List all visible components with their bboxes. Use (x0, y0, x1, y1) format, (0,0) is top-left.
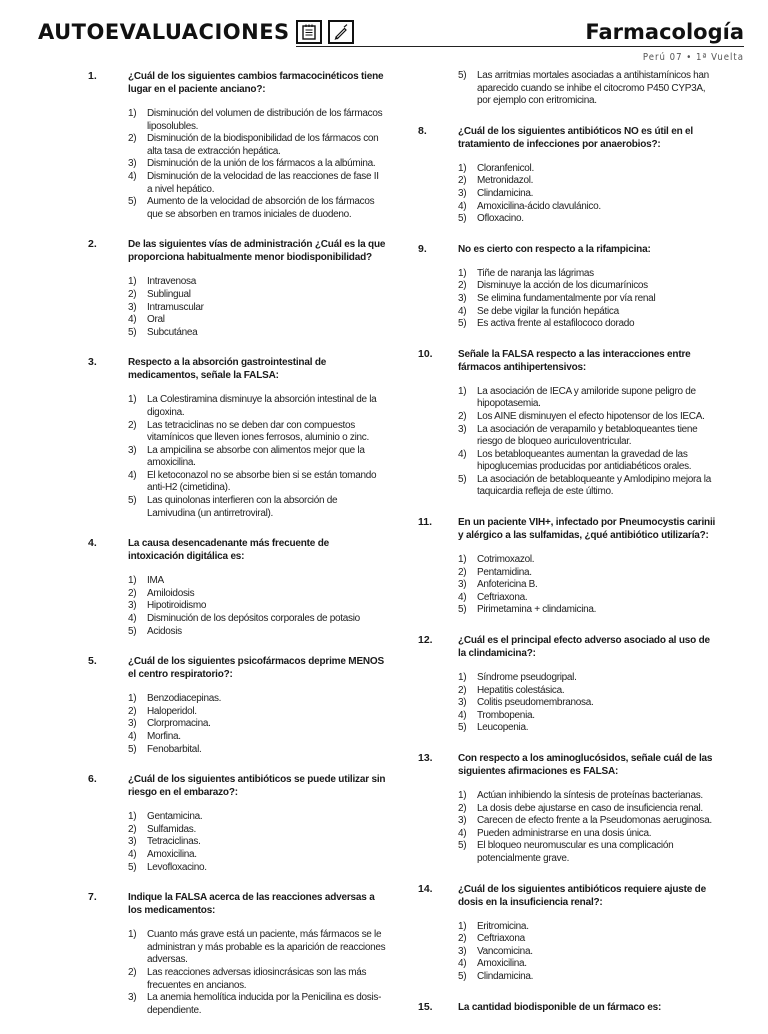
option-number: 3) (128, 444, 137, 456)
option-text: Metronidazol. (477, 175, 534, 187)
option-number: 4) (458, 709, 467, 721)
answer-option (458, 268, 716, 281)
answer-option (458, 554, 716, 567)
option-text: Levofloxacino. (147, 861, 207, 873)
option-text: Las tetraciclinas no se deben dar con compuestos vitamínicos que lleven iones ferrosos, aluminio o zinc. (147, 419, 369, 444)
option-text: Disminución de la biodisponibilidad de los fármacos con alta tasa de extracción hepática. (147, 133, 379, 157)
answer-option (128, 445, 386, 470)
answer-option (458, 946, 716, 959)
option-text: Oral (147, 314, 165, 326)
answer-option (458, 840, 716, 865)
option-text: Cuanto más grave está un paciente, más fármacos se le administran y más probable es la aparición de reacciones adversas. (147, 929, 386, 966)
answer-option (458, 933, 716, 946)
option-text: Amoxicilina-ácido clavulánico. (477, 200, 601, 212)
option-text: Disminución de la unión de los fármacos a la albúmina. (147, 158, 376, 170)
option-text: Ceftriaxona. (477, 591, 528, 603)
answer-option (458, 722, 716, 735)
question-text: La causa desencadenante más frecuente de intoxicación digitálica es: (128, 538, 329, 563)
option-text: Eritromicina. (477, 920, 529, 932)
question (88, 238, 386, 339)
question-number: 11. (418, 516, 433, 529)
option-text: Hepatitis colestásica. (477, 684, 565, 696)
option-number: 5) (128, 625, 137, 637)
answer-option (458, 474, 716, 499)
option-number: 3) (458, 697, 467, 709)
question (418, 883, 716, 984)
option-number: 1) (128, 276, 137, 288)
question-body (128, 537, 386, 638)
option-text: Disminuye la acción de los dicumarínicos (477, 280, 648, 292)
option-text: Las quinolonas interfieren con la absorción de Lamivudina (un antirretroviral). (147, 495, 338, 519)
answer-option (458, 697, 716, 710)
question (88, 655, 386, 756)
question (418, 634, 716, 735)
answer-option (128, 575, 386, 588)
option-text: Amiloidosis (147, 587, 195, 599)
question-body (128, 356, 386, 520)
option-number: 1) (128, 394, 137, 406)
answer-option (128, 744, 386, 757)
option-number: 5) (458, 840, 467, 852)
option-number: 3) (458, 579, 467, 591)
option-number: 3) (128, 158, 137, 170)
option-text: Las arritmias mortales asociadas a antihistamínicos han aparecido cuando se inhibe el citocromo P450 CYP3A, por ejemplo con eritromicina. (477, 70, 709, 107)
question-number: 4. (88, 537, 97, 550)
question (88, 356, 386, 520)
option-text: Gentamicina. (147, 811, 203, 823)
option-number: 4) (458, 958, 467, 970)
answer-option (128, 600, 386, 613)
answer-option (458, 685, 716, 698)
answer-option (128, 836, 386, 849)
answer-option (458, 828, 716, 841)
answer-option (128, 158, 386, 171)
option-text: Hipotiroidismo (147, 600, 207, 612)
option-number: 3) (128, 718, 137, 730)
question-text: Indique la FALSA acerca de las reacciones adversas a los medicamentos: (128, 892, 375, 917)
option-number: 1) (128, 108, 137, 119)
answer-option (458, 672, 716, 685)
option-number: 3) (458, 423, 467, 435)
answer-option (128, 693, 386, 706)
answer-option (128, 613, 386, 626)
option-number: 5) (128, 743, 137, 755)
option-number: 2) (128, 823, 137, 835)
option-number: 3) (458, 945, 467, 957)
option-text: Es activa frente al estafilococo dorado (477, 318, 635, 330)
option-number: 4) (128, 613, 137, 625)
option-number: 4) (458, 827, 467, 839)
option-number: 2) (458, 933, 467, 945)
answer-option (458, 411, 716, 424)
option-text: Intravenosa (147, 276, 196, 288)
question (88, 537, 386, 638)
answer-option (128, 276, 386, 289)
option-number: 1) (128, 811, 137, 823)
answer-option (458, 213, 716, 226)
question-body (458, 348, 716, 499)
option-text: Disminución de los depósitos corporales de potasio (147, 613, 360, 625)
question-number: 10. (418, 347, 433, 360)
question-body (458, 243, 716, 331)
option-text: Se elimina fundamentalmente por vía renal (477, 292, 656, 304)
option-number: 1) (458, 554, 467, 566)
option-text: Los AINE disminuyen el efecto hipotensor de los IECA. (477, 410, 705, 422)
option-number: 4) (128, 170, 137, 182)
option-number: 1) (458, 267, 467, 279)
option-number: 2) (458, 684, 467, 696)
answer-option (458, 971, 716, 984)
option-number: 2) (128, 587, 137, 599)
question (418, 752, 716, 866)
option-text: La dosis debe ajustarse en caso de insuficiencia renal. (477, 802, 703, 814)
option-number: 4) (128, 848, 137, 860)
answer-option (128, 824, 386, 837)
header-info: Perú 07 • 1ª Vuelta (642, 52, 744, 63)
answer-option (458, 803, 716, 816)
option-number: 3) (458, 815, 467, 827)
answer-option (128, 289, 386, 302)
answer-option (458, 306, 716, 319)
option-number: 1) (458, 790, 467, 801)
option-number: 5) (128, 196, 137, 208)
answer-option (458, 386, 716, 411)
question-number: 8. (418, 124, 427, 137)
option-number: 5) (458, 213, 467, 225)
option-number: 5) (458, 70, 467, 81)
answer-option (458, 318, 716, 331)
option-text: Se debe vigilar la función hepática (477, 305, 619, 317)
option-text: Tiñe de naranja las lágrimas (477, 267, 594, 279)
question-text: En un paciente VIH+, infectado por Pneumocystis carinii y alérgico a las sulfamidas, ¿qué antibiótico utilizaría?: (458, 517, 716, 542)
option-text: Disminución del volumen de distribución de los fármacos liposolubles. (147, 108, 383, 132)
option-number: 2) (128, 133, 137, 145)
option-text: Aumento de la velocidad de absorción de los fármacos que se absorben en tramos iniciales de duodeno. (147, 196, 375, 220)
answer-option (458, 710, 716, 723)
question-number: 13. (418, 752, 433, 764)
question-body (128, 238, 386, 339)
answer-option (128, 588, 386, 601)
header-left (38, 20, 354, 44)
question (418, 348, 716, 499)
question-text: ¿Cuál de los siguientes antibióticos NO es útil en el tratamiento de infecciones por anaerobios?: (458, 125, 694, 150)
question-body (128, 655, 386, 756)
answer-option (458, 175, 716, 188)
question (88, 773, 386, 874)
answer-option (128, 171, 386, 196)
option-text: Trombopenia. (477, 709, 535, 721)
answer-option (128, 706, 386, 719)
option-text: Los betabloqueantes aumentan la gravedad de las hipoglucemias producidas por antidiabéticos orales. (477, 448, 692, 473)
answer-option (128, 731, 386, 744)
question-number: 3. (88, 356, 97, 369)
header-subject: Farmacología (585, 20, 744, 44)
answer-option (458, 790, 716, 803)
option-text: Tetraciclinas. (147, 836, 201, 848)
header-rule (296, 46, 744, 47)
answer-option (128, 967, 386, 992)
option-number: 2) (128, 288, 137, 300)
option-number: 4) (458, 200, 467, 212)
question-text: Con respecto a los aminoglucósidos, señale cuál de las siguientes afirmaciones es FALSA: (458, 753, 713, 777)
question-number: 5. (88, 655, 97, 668)
answer-option (128, 314, 386, 327)
answer-option (458, 958, 716, 971)
option-number: 4) (128, 469, 137, 481)
answer-option (128, 718, 386, 731)
option-number: 2) (458, 175, 467, 187)
question-text: ¿Cuál de los siguientes psicofármacos deprime MENOS el centro respiratorio?: (128, 656, 384, 681)
question-number: 15. (418, 1000, 433, 1013)
option-text: Ofloxacino. (477, 213, 524, 225)
question (418, 1001, 716, 1014)
option-text: Vancomicina. (477, 945, 533, 957)
question-body (458, 516, 716, 617)
question-text: ¿Cuál de los siguientes antibióticos requiere ajuste de dosis en la insuficiencia renal?: (458, 883, 706, 908)
answer-option (128, 196, 386, 221)
option-text: Anfotericina B. (477, 579, 538, 591)
option-text: La asociación de verapamilo y betabloqueantes tiene riesgo de bloqueo auriculoventricular. (477, 423, 698, 448)
option-text: Actúan inhibiendo la síntesis de proteínas bacterianas. (477, 790, 703, 801)
question-number: 9. (418, 242, 427, 255)
answer-option (458, 424, 716, 449)
answer-option (128, 108, 386, 133)
question-text: De las siguientes vías de administración ¿Cuál es la que proporciona habitualmente menor biodisponibilidad? (128, 239, 386, 264)
answer-option (128, 862, 386, 875)
answer-option (128, 811, 386, 824)
option-number: 5) (458, 722, 467, 734)
option-number: 1) (128, 575, 137, 587)
option-text: Amoxicilina. (477, 958, 527, 970)
option-text: Clorpromacina. (147, 718, 211, 730)
option-text: Amoxicilina. (147, 848, 197, 860)
option-number: 2) (128, 966, 137, 978)
question-text: ¿Cuál de los siguientes cambios farmacocinéticos tiene lugar en el paciente anciano?: (128, 71, 384, 95)
option-text: Pirimetamina + clindamicina. (477, 604, 597, 616)
option-text: Ceftriaxona (477, 933, 525, 945)
question-body (128, 891, 386, 1017)
option-number: 1) (128, 929, 137, 941)
question-number: 1. (88, 70, 97, 82)
option-number: 5) (458, 318, 467, 330)
question (418, 516, 716, 617)
question-text: No es cierto con respecto a la rifampicina: (458, 243, 651, 255)
option-text: Cotrimoxazol. (477, 554, 535, 566)
option-text: Pueden administrarse en una dosis única. (477, 827, 652, 839)
option-text: Intramuscular (147, 301, 204, 313)
answer-option (458, 163, 716, 176)
option-number: 2) (128, 705, 137, 717)
option-number: 1) (458, 920, 467, 932)
answer-option (128, 327, 386, 340)
option-number: 5) (128, 861, 137, 873)
option-number: 2) (128, 419, 137, 431)
question (418, 243, 716, 331)
option-text: Clindamicina. (477, 187, 534, 199)
answer-option (128, 420, 386, 445)
left-column (88, 70, 386, 1034)
question-text: ¿Cuál es el principal efecto adverso asociado al uso de la clindamicina?: (458, 635, 710, 660)
option-number: 3) (128, 836, 137, 848)
pencil-icon (328, 20, 354, 44)
option-text: La ampicilina se absorbe con alimentos mejor que la amoxicilina. (147, 444, 365, 469)
answer-option (458, 188, 716, 201)
right-column (418, 70, 716, 1031)
option-number: 3) (458, 187, 467, 199)
option-text: Fenobarbital. (147, 743, 202, 755)
answer-option (128, 302, 386, 315)
question-body (458, 125, 716, 226)
question-body (458, 634, 716, 735)
option-text: El ketoconazol no se absorbe bien si se están tomando anti-H2 (cimetidina). (147, 469, 377, 494)
option-number: 3) (128, 992, 137, 1004)
question-body (128, 70, 386, 221)
option-text: Carecen de efecto frente a la Pseudomonas aeruginosa. (477, 815, 712, 827)
option-number: 2) (458, 410, 467, 422)
question-number: 6. (88, 773, 97, 786)
answer-option (458, 567, 716, 580)
option-text: El bloqueo neuromuscular es una complicación potencialmente grave. (477, 840, 674, 864)
question-body (128, 773, 386, 874)
question-body (458, 752, 716, 866)
option-number: 5) (128, 495, 137, 507)
question-number: 12. (418, 634, 433, 647)
option-number: 1) (458, 162, 467, 174)
option-number: 5) (458, 970, 467, 982)
option-number: 4) (458, 305, 467, 317)
option-number: 2) (458, 280, 467, 292)
option-number: 4) (458, 591, 467, 603)
question-number: 7. (88, 891, 97, 904)
answer-option (128, 626, 386, 639)
option-number: 2) (458, 802, 467, 814)
option-text: Leucopenia. (477, 722, 529, 734)
answer-option (128, 992, 386, 1017)
option-text: La asociación de betabloqueante y Amlodipino mejora la taquicardia refleja de este último. (477, 473, 711, 498)
question-text: ¿Cuál de los siguientes antibióticos se puede utilizar sin riesgo en el embarazo?: (128, 774, 386, 799)
answer-option (128, 849, 386, 862)
continued-options (458, 70, 716, 108)
question (88, 70, 386, 221)
option-text: Pentamidina. (477, 566, 532, 578)
answer-option (458, 604, 716, 617)
question (88, 891, 386, 1017)
answer-option (458, 280, 716, 293)
option-text: La anemia hemolítica inducida por la Penicilina es dosis-dependiente. (147, 992, 382, 1016)
question-body (458, 1001, 716, 1014)
option-text: Clindamicina. (477, 970, 534, 982)
answer-option (458, 815, 716, 828)
answer-option (128, 495, 386, 520)
option-number: 1) (128, 693, 137, 705)
option-text: Haloperidol. (147, 705, 197, 717)
option-text: Subcutánea (147, 326, 198, 338)
question-text: La cantidad biodisponible de un fármaco es: (458, 1001, 662, 1013)
option-text: Sulfamidas. (147, 823, 196, 835)
option-number: 3) (128, 600, 137, 612)
option-number: 5) (458, 604, 467, 616)
question (418, 125, 716, 226)
option-number: 3) (458, 292, 467, 304)
question-body (458, 883, 716, 984)
question-number: 14. (418, 882, 433, 895)
answer-option (458, 70, 716, 108)
option-text: Síndrome pseudogripal. (477, 672, 577, 684)
option-number: 5) (128, 326, 137, 338)
option-text: Morfina. (147, 731, 181, 742)
answer-option (128, 133, 386, 158)
answer-option (458, 579, 716, 592)
option-number: 1) (458, 385, 467, 397)
answer-option (458, 293, 716, 306)
notepad-icon (296, 20, 322, 44)
option-number: 4) (458, 448, 467, 460)
option-text: Colitis pseudomembranosa. (477, 697, 594, 709)
answer-option (128, 929, 386, 967)
answer-option (458, 201, 716, 214)
option-text: Las reacciones adversas idiosincrásicas son las más frecuentes en ancianos. (147, 966, 367, 991)
option-text: La Colestiramina disminuye la absorción intestinal de la digoxina. (147, 394, 377, 418)
answer-option (128, 470, 386, 495)
question-text: Señale la FALSA respecto a las interacciones entre fármacos antihipertensivos: (458, 348, 691, 373)
option-number: 2) (458, 566, 467, 578)
option-text: Disminución de la velocidad de las reacciones de fase II a nivel hepático. (147, 170, 379, 195)
header-title: AUTOEVALUACIONES (38, 20, 290, 44)
answer-option (128, 394, 386, 419)
answer-option (458, 921, 716, 934)
option-number: 1) (458, 672, 467, 684)
question-number: 2. (88, 238, 97, 251)
option-text: IMA (147, 575, 164, 587)
option-number: 4) (128, 314, 137, 326)
option-text: Benzodiacepinas. (147, 693, 222, 705)
option-number: 3) (128, 301, 137, 313)
option-text: La asociación de IECA y amiloride supone peligro de hipopotasemia. (477, 385, 696, 410)
option-text: Sublingual (147, 288, 191, 300)
answer-option (458, 592, 716, 605)
question-text: Respecto a la absorción gastrointestinal de medicamentos, señale la FALSA: (128, 357, 327, 382)
option-text: Cloranfenicol. (477, 162, 534, 174)
answer-option (458, 449, 716, 474)
option-number: 4) (128, 731, 137, 742)
option-number: 5) (458, 473, 467, 485)
option-text: Acidosis (147, 625, 182, 637)
